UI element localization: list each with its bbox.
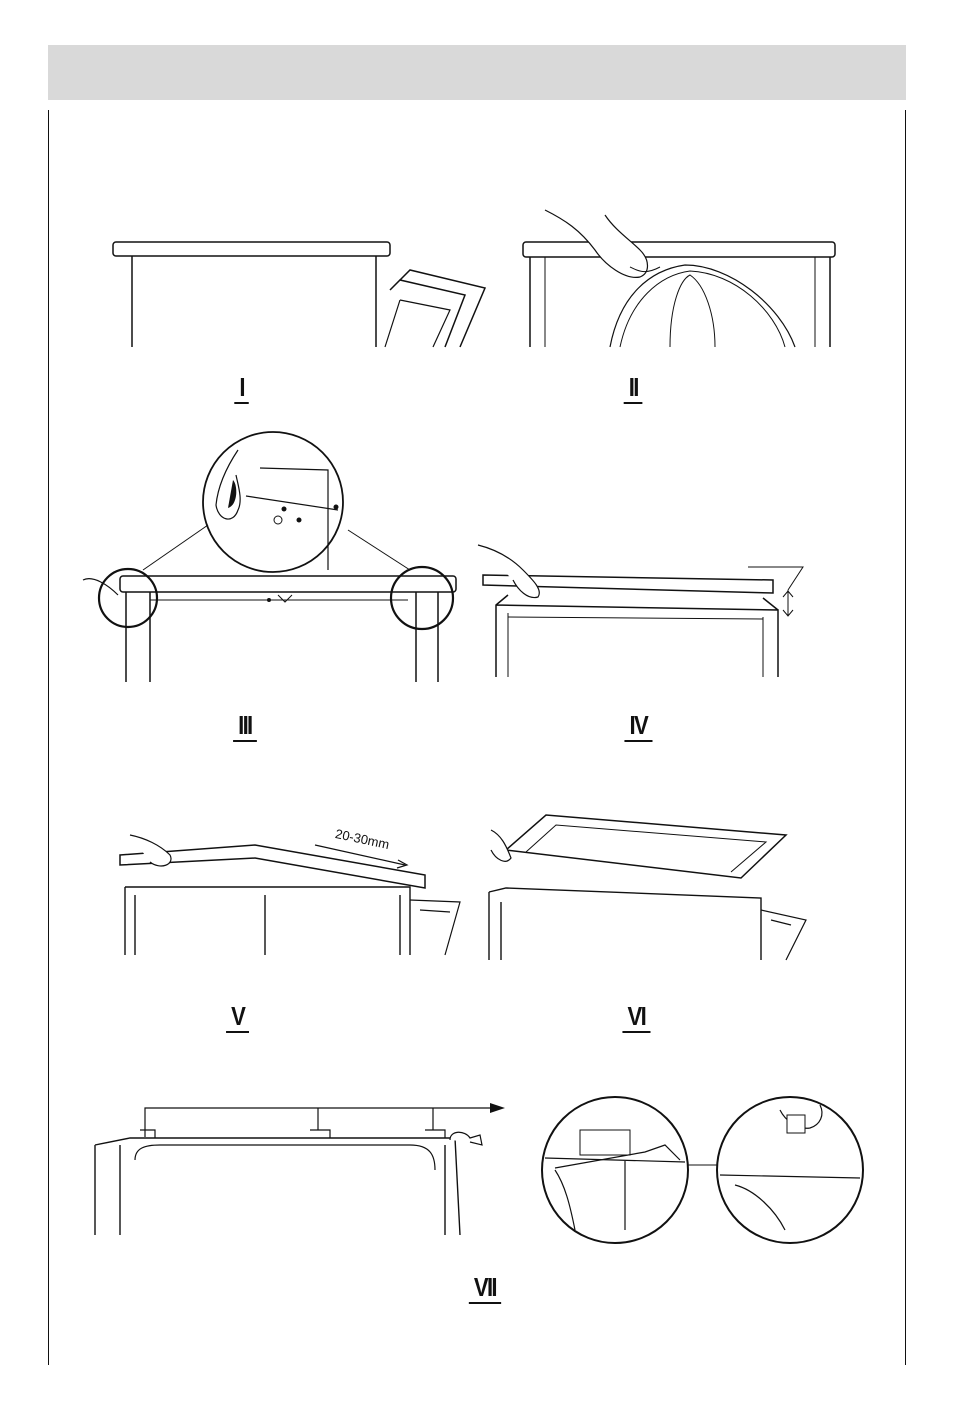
step-label-1: I	[234, 374, 249, 404]
step-label-3: III	[233, 712, 257, 742]
figure-step-3	[78, 430, 463, 685]
frame-line-right	[905, 110, 906, 1365]
figure-step-7-detail	[535, 1090, 865, 1245]
step-label-7: VII	[469, 1274, 501, 1304]
frame-line-left	[48, 110, 49, 1365]
dimension-label: 20-30mm	[333, 826, 391, 853]
figure-step-4	[478, 525, 818, 680]
figure-step-7-main	[90, 1100, 510, 1240]
figure-step-2	[520, 205, 840, 350]
step-label-6: VI	[622, 1003, 650, 1033]
step-label-4: IV	[624, 712, 652, 742]
figure-step-1	[100, 230, 500, 350]
figure-step-6	[486, 810, 816, 965]
figure-step-5	[115, 820, 470, 960]
step-label-5: V	[226, 1003, 249, 1033]
step-label-2: II	[624, 374, 643, 404]
header-bar	[48, 45, 906, 100]
